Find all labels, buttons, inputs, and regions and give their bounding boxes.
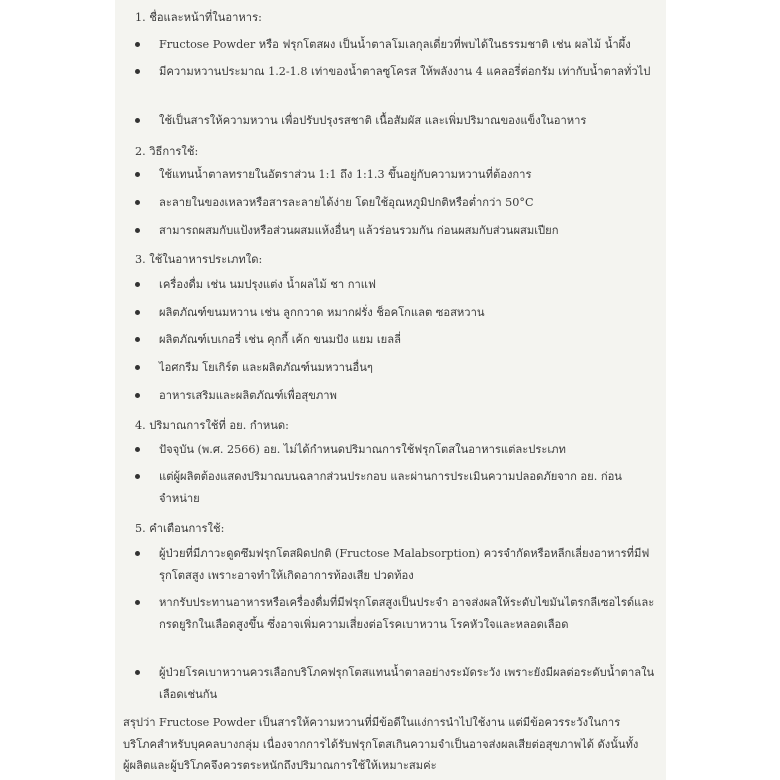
list-item: Fructose Powder หรือ ฟรุกโตสผง เป็นน้ำตาลโมเลกุลเดี่ยวที่พบได้ในธรรมชาติ เช่น ผลไม้ น้ำผึ้ง xyxy=(135,34,655,56)
list-item: มีความหวานประมาณ 1.2-1.8 เท่าของน้ำตาลซูโครส ให้พลังงาน 4 แคลอรี่ต่อกรัม เท่ากับน้ำตาลทั่วไป xyxy=(135,61,655,83)
list-item: สามารถผสมกับแป้งหรือส่วนผสมแห้งอื่นๆ แล้วร่อนรวมกัน ก่อนผสมกับส่วนผสมเปียก xyxy=(135,220,655,242)
list-item: ใช้เป็นสารให้ความหวาน เพื่อปรับปรุงรสชาติ เนื้อสัมผัส และเพิ่มปริมาณของแข็งในอาหาร xyxy=(135,110,655,132)
list-item: ผู้ป่วยโรคเบาหวานควรเลือกบริโภคฟรุกโตสแทนน้ำตาลอย่างระมัดระวัง เพราะยังมีผลต่อระดับน้ำตาลในเลือดเช่นกัน xyxy=(135,662,655,705)
bullet-icon xyxy=(135,551,140,556)
list-item: หากรับประทานอาหารหรือเครื่องดื่มที่มีฟรุกโตสสูงเป็นประจำ อาจส่งผลให้ระดับไขมันไตรกลีเซอไรด์และกรดยูริกในเลือดสูงขึ้น ซึ่งอาจเพิ่มความเสี่ยงต่อโรคเบาหวาน โรคหัวใจและหลอดเลือด xyxy=(135,592,655,635)
bullet-icon xyxy=(135,393,140,398)
bullet-icon xyxy=(135,600,140,605)
bullet-icon xyxy=(135,118,140,123)
bullet-icon xyxy=(135,474,140,479)
list-item: ละลายในของเหลวหรือสารละลายได้ง่าย โดยใช้อุณหภูมิปกติหรือต่ำกว่า 50°C xyxy=(135,192,655,214)
list-item: ผลิตภัณฑ์เบเกอรี่ เช่น คุกกี้ เค้ก ขนมปัง แยม เยลลี่ xyxy=(135,329,655,351)
section-heading-1: 1. ชื่อและหน้าที่ในอาหาร: xyxy=(135,11,262,24)
list-item: ใช้แทนน้ำตาลทรายในอัตราส่วน 1:1 ถึง 1:1.3 ขึ้นอยู่กับความหวานที่ต้องการ xyxy=(135,164,655,186)
bullet-icon xyxy=(135,670,140,675)
bullet-icon xyxy=(135,200,140,205)
chat-message-panel xyxy=(115,0,666,780)
list-item: ผลิตภัณฑ์ขนมหวาน เช่น ลูกกวาด หมากฝรั่ง ช็อคโกแลต ซอสหวาน xyxy=(135,302,655,324)
section-heading-3: 3. ใช้ในอาหารประเภทใด: xyxy=(135,253,263,266)
bullet-icon xyxy=(135,447,140,452)
list-item: ปัจจุบัน (พ.ศ. 2566) อย. ไม่ได้กำหนดปริมาณการใช้ฟรุกโตสในอาหารแต่ละประเภท xyxy=(135,439,655,461)
section-heading-4: 4. ปริมาณการใช้ที่ อย. กำหนด: xyxy=(135,419,289,432)
list-item: อาหารเสริมและผลิตภัณฑ์เพื่อสุขภาพ xyxy=(135,385,655,407)
list-item: ผู้ป่วยที่มีภาวะดูดซึมฟรุกโตสผิดปกติ (Fructose Malabsorption) ควรจำกัดหรือหลีกเลี่ยงอาหารที่มีฟรุกโตสสูง เพราะอาจทำให้เกิดอาการท้องเสีย ปวดท้อง xyxy=(135,543,655,586)
bullet-icon xyxy=(135,310,140,315)
list-item: แต่ผู้ผลิตต้องแสดงปริมาณบนฉลากส่วนประกอบ และผ่านการประเมินความปลอดภัยจาก อย. ก่อนจำหน่าย xyxy=(135,466,655,509)
section-heading-5: 5. คำเตือนการใช้: xyxy=(135,522,225,535)
bullet-icon xyxy=(135,69,140,74)
section-heading-2: 2. วิธีการใช้: xyxy=(135,145,199,158)
list-item: เครื่องดื่ม เช่น นมปรุงแต่ง น้ำผลไม้ ชา กาแฟ xyxy=(135,274,655,296)
bullet-icon xyxy=(135,365,140,370)
bullet-icon xyxy=(135,228,140,233)
bullet-icon xyxy=(135,282,140,287)
bullet-icon xyxy=(135,337,140,342)
list-item: ไอศกรีม โยเกิร์ต และผลิตภัณฑ์นมหวานอื่นๆ xyxy=(135,357,655,379)
summary-paragraph: สรุปว่า Fructose Powder เป็นสารให้ความหวานที่มีข้อดีในแง่การนำไปใช้งาน แต่มีข้อควรระวังในการบริโภคสำหรับบุคคลบางกลุ่ม เนื่องจากการได้รับฟรุกโตสเกินความจำเป็นอาจส่งผลเสียต่อสุขภาพได้ ดังนั้นทั้งผู้ผลิตและผู้บริโภคจึงควรตระหนักถึงปริมาณการใช้ให้เหมาะสมค่ะ xyxy=(123,716,639,772)
bullet-icon xyxy=(135,42,140,47)
bullet-icon xyxy=(135,172,140,177)
